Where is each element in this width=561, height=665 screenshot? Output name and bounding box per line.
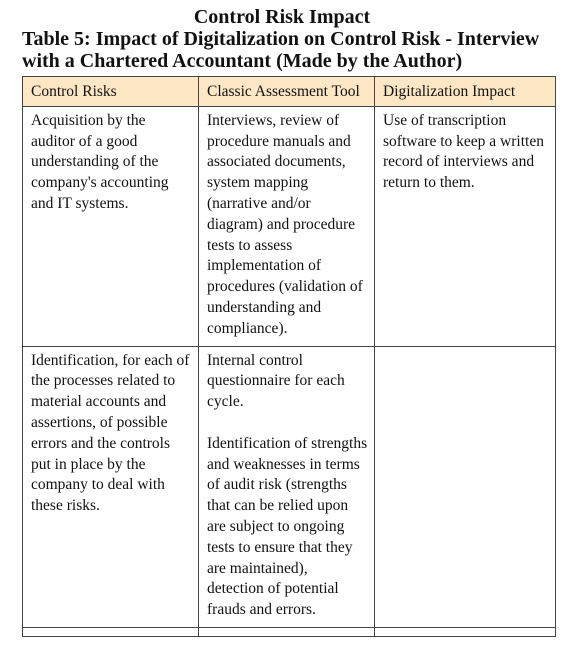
cell-control-risk: Identification, for each of the processes related to material accounts and assertions, of possible errors and the controls put in place by the company to deal with these risks. [23,346,199,627]
cell-continuation [375,627,556,636]
cell-continuation [23,627,199,636]
cell-assessment-tool [199,346,375,627]
cell-assessment-tool: Interviews, review of procedure manuals and associated documents, system mapping (narrative and/or diagram) and procedure tests to assess implementation of procedures (validation of understanding and compliance). [199,106,375,346]
header-digitalization-impact: Digitalization Impact [375,77,556,107]
cell-digitalization-impact [375,346,556,627]
table-header-row [23,77,556,107]
document-heading [22,6,542,72]
cell-control-risk: Acquisition by the auditor of a good understanding of the company's accounting and IT systems. [23,106,199,346]
cell-continuation [199,627,375,636]
cell-digitalization-impact: Use of transcription software to keep a written record of interviews and return to them. [375,106,556,346]
header-classic-assessment-tool: Classic Assessment Tool [199,77,375,107]
table-caption: Table 5: Impact of Digitalization on Control Risk - Interview with a Chartered Accountant (Made by the Author) [22,28,540,72]
table-row [23,346,556,627]
assessment-tool-paragraph: Identification of strengths and weaknesses in terms of audit risk (strengths that can be relied upon are subject to ongoing tests to ensure that they are maintained), detection of potential frauds and errors. [207,434,368,619]
table-row-continuation [23,627,556,636]
page-title: Control Risk Impact [193,6,371,28]
assessment-tool-paragraph: Internal control questionnaire for each cycle. [207,351,345,411]
table-row [23,106,556,346]
header-control-risks: Control Risks [23,77,199,107]
control-risk-table [22,76,556,637]
